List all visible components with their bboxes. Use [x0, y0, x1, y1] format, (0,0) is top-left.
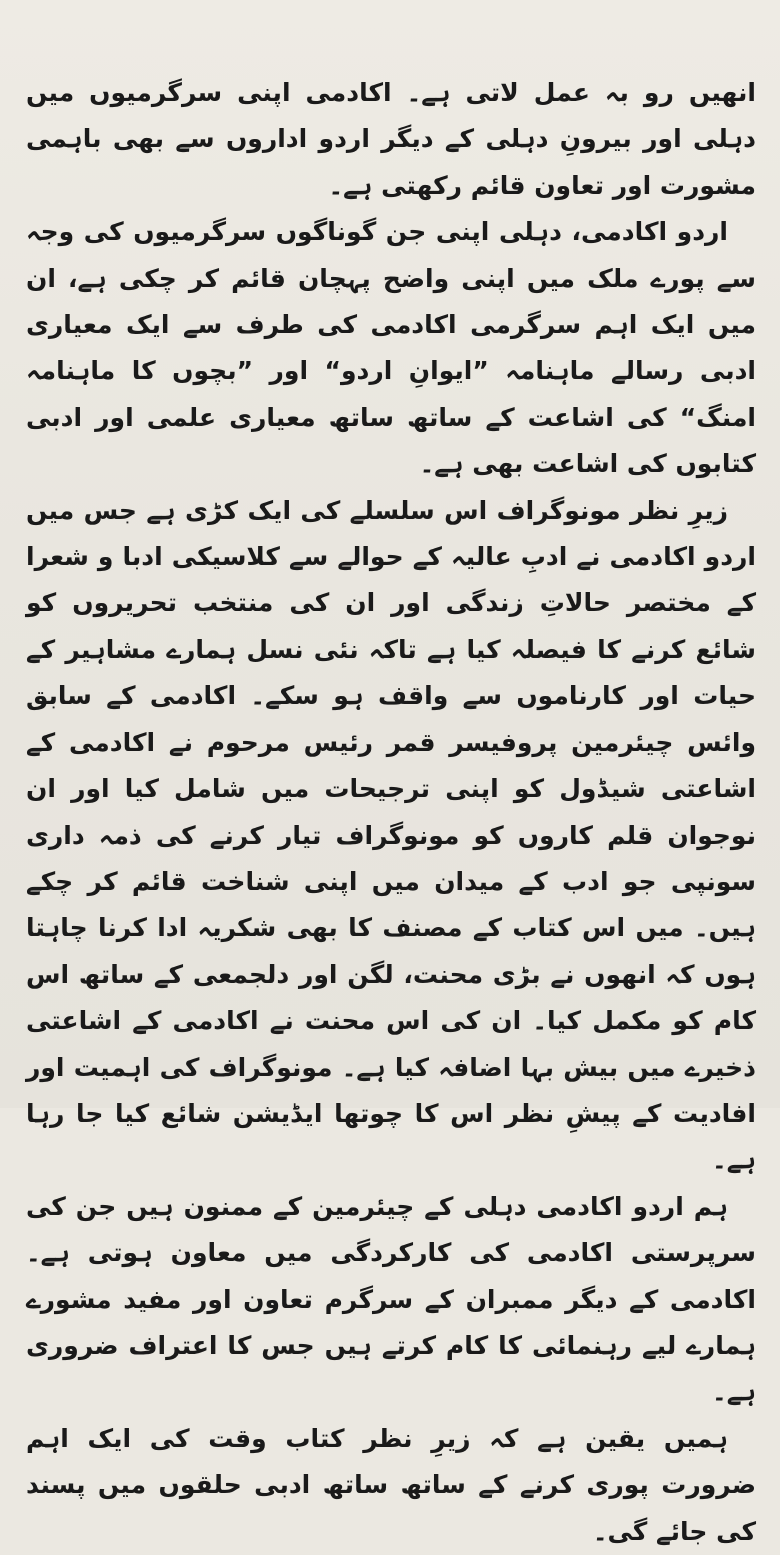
paragraph-1: انھیں رو بہ عمل لاتی ہے۔ اکادمی اپنی سرگرمیوں میں دہلی اور بیرونِ دہلی کے دیگر اردو اداروں سے بھی باہمی مشورت اور تعاون قائم رکھتی ہے۔ — [26, 78, 756, 200]
paragraph-2: اردو اکادمی، دہلی اپنی جن گوناگوں سرگرمیوں کی وجہ سے پورے ملک میں اپنی واضح پہچان قائم کر چکی ہے، ان میں ایک اہم سرگرمی اکادمی کی طرف سے ایک معیاری ادبی رسالے ماہنامہ ”ایوانِ اردو“ اور ”بچوں کا ماہنامہ امنگ“ کی اشاعت کے ساتھ ساتھ معیاری علمی اور ادبی کتابوں کی اشاعت بھی ہے۔ — [26, 217, 756, 479]
paragraph-4: ہم اردو اکادمی دہلی کے چیئرمین کے ممنون ہیں جن کی سرپرستی اکادمی کی کارکردگی میں معاون ہوتی ہے۔ اکادمی کے دیگر ممبران کے سرگرم تعاون اور مفید مشورے ہمارے لیے رہنمائی کا کام کرتے ہیں جس کا اعتراف ضروری ہے۔ — [26, 1191, 756, 1407]
urdu-text-body — [26, 70, 756, 1555]
paragraph-3: زیرِ نظر مونوگراف اس سلسلے کی ایک کڑی ہے جس میں اردو اکادمی نے ادبِ عالیہ کے حوالے سے کلاسیکی ادبا و شعرا کے مختصر حالاتِ زندگی اور ان کی منتخب تحریروں کو شائع کرنے کا فیصلہ کیا ہے تاکہ نئی نسل ہمارے مشاہیر کے حیات اور کارناموں سے واقف ہو سکے۔ اکادمی کے سابق وائس چیئرمین پروفیسر قمر رئیس مرحوم نے اکادمی کے اشاعتی شیڈول کو اپنی ترجیحات میں شامل کیا اور ان نوجوان قلم کاروں کو مونوگراف تیار کرنے کی ذمہ داری سونپی جو ادب کے میدان میں اپنی شناخت قائم کر چکے ہیں۔ میں اس کتاب کے مصنف کا بھی شکریہ ادا کرنا چاہتا ہوں کہ انھوں نے بڑی محنت، لگن اور دلجمعی کے ساتھ اس کام کو مکمل کیا۔ ان کی اس محنت نے اکادمی کے اشاعتی ذخیرے میں بیش بہا اضافہ کیا ہے۔ مونوگراف کی اہمیت اور افادیت کے پیشِ نظر اس کا چوتھا ایڈیشن شائع کیا جا رہا ہے۔ — [26, 495, 756, 1175]
paragraph-5: ہمیں یقین ہے کہ زیرِ نظر کتاب وقت کی ایک اہم ضرورت پوری کرنے کے ساتھ ساتھ ادبی حلقوں میں پسند کی جائے گی۔ — [26, 1423, 756, 1546]
